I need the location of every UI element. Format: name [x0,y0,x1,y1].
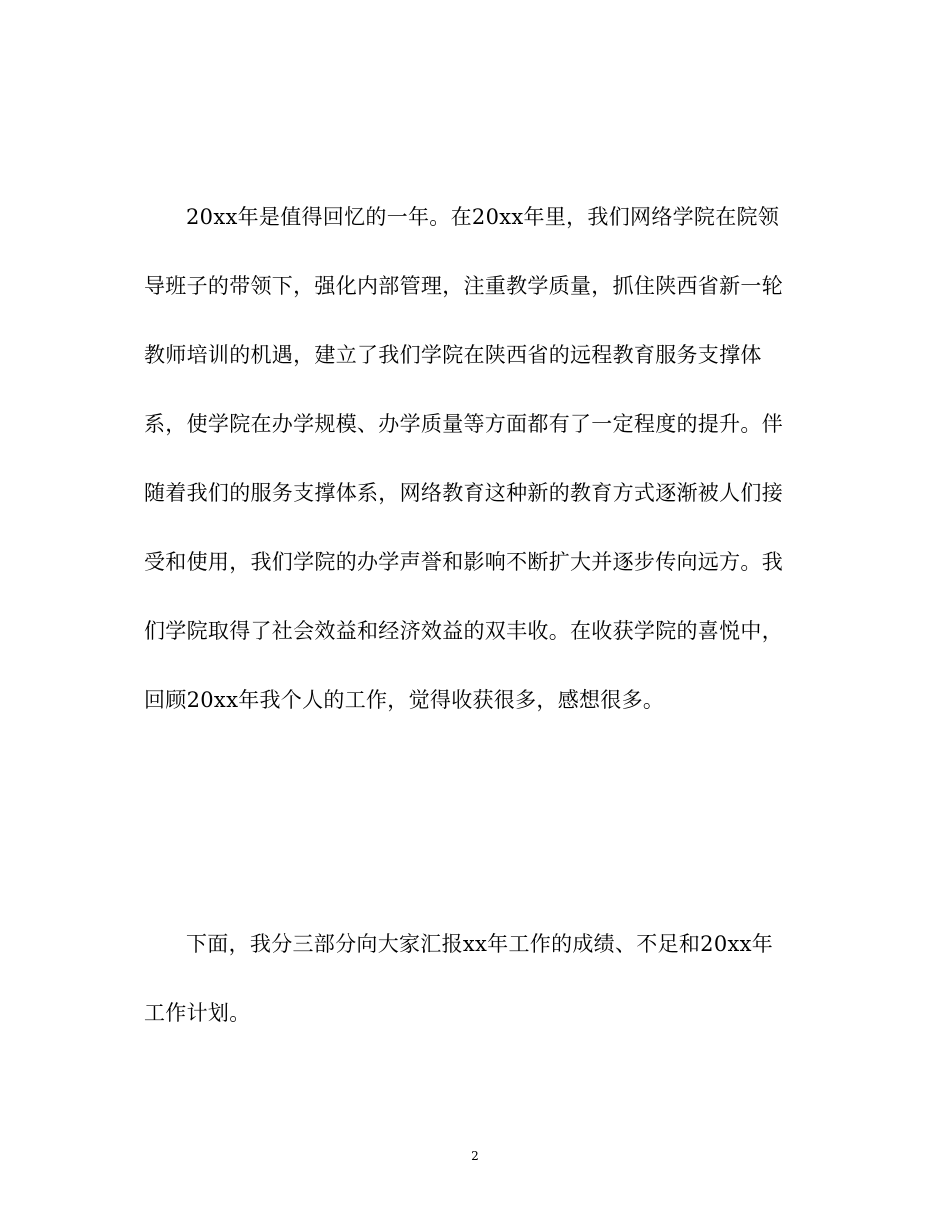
paragraph-line: 受和使用，我们学院的办学声誉和影响不断扩大并逐步传向远方。我 [144,550,783,574]
paragraph-line: 下面，我分三部分向大家汇报xx年工作的成绩、不足和20xx年 [186,932,774,956]
paragraph-line: 随着我们的服务支撑体系，网络教育这种新的教育方式逐渐被人们接 [144,481,783,505]
paragraph-line: 导班子的带领下，强化内部管理，注重教学质量，抓住陕西省新一轮 [144,274,783,298]
paragraph-line: 教师培训的机遇，建立了我们学院在陕西省的远程教育服务支撑体 [144,343,762,367]
paragraph-line: 们学院取得了社会效益和经济效益的双丰收。在收获学院的喜悦中， [144,619,783,643]
page-number: 2 [471,1149,479,1163]
paragraph-line: 工作计划。 [144,1001,251,1025]
paragraph-line: 20xx年是值得回忆的一年。在20xx年里，我们网络学院在院领 [186,205,780,229]
paragraph-line: 回顾20xx年我个人的工作，觉得收获很多，感想很多。 [144,688,665,712]
paragraph-line: 系，使学院在办学规模、办学质量等方面都有了一定程度的提升。伴 [144,412,783,436]
